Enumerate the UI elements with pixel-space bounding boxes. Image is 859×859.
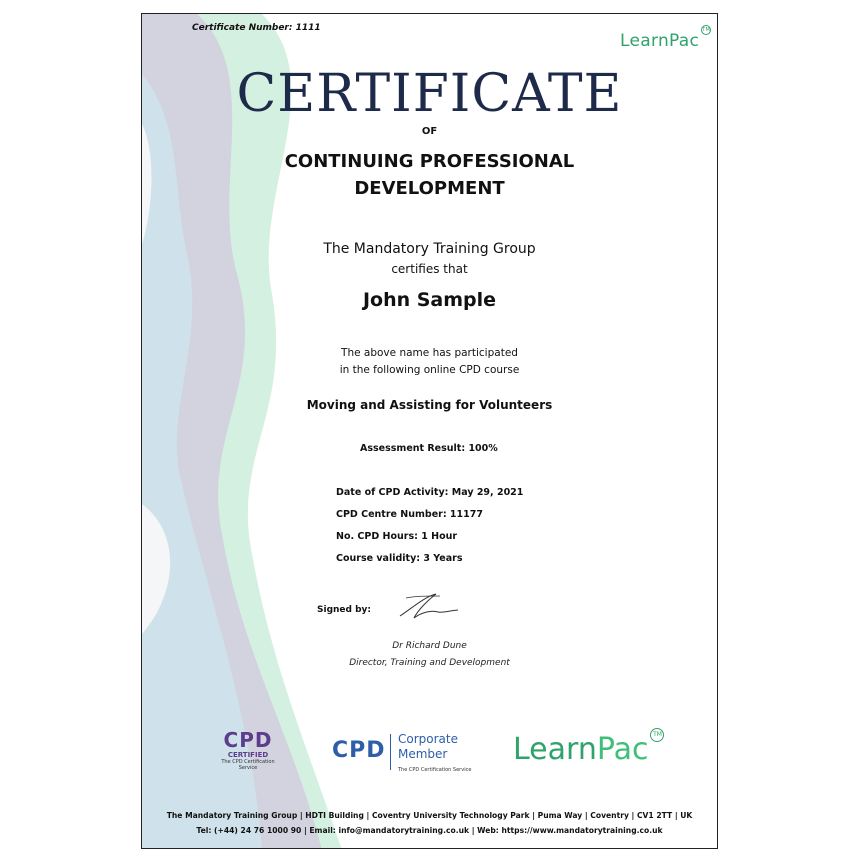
corp-line1: Corporate [398, 732, 458, 746]
course-name: Moving and Assisting for Volunteers [306, 398, 553, 412]
cpd-centre-number: CPD Centre Number: 11177 [336, 509, 483, 520]
cpd-title [142, 148, 717, 202]
certificate-page [141, 13, 718, 849]
signed-by-label: Signed by: [317, 605, 372, 615]
cpd-activity-date: Date of CPD Activity: May 29, 2021 [336, 487, 524, 498]
learnpac-logo [513, 731, 662, 767]
recipient-name: John Sample [362, 289, 497, 311]
learnpac-top-logo [620, 27, 711, 51]
top-logo-tm: TM [702, 27, 711, 33]
cpd-certified-sub: CERTIFIED [227, 751, 269, 759]
certifies-text: certifies that [391, 262, 468, 276]
footer-address: The Mandatory Training Group | HDTI Building | Coventry University Technology Park | Puma Way | Coventry | CV1 2TT | UK [166, 811, 693, 820]
certificate-title: CERTIFICATE [236, 64, 623, 124]
participated-line1: The above name has participated [341, 347, 518, 359]
top-logo-pac: Pac [669, 31, 700, 51]
cpd-title-line1: CONTINUING PROFESSIONAL [284, 151, 575, 172]
decorative-waves [142, 14, 718, 849]
cpd-details [336, 487, 523, 575]
learnpac-tm: TM [650, 728, 664, 742]
signer-block [142, 638, 717, 672]
participation-text [142, 345, 717, 379]
cpd-corporate-member-logo [332, 732, 482, 780]
footer [142, 808, 717, 838]
corp-divider [390, 734, 391, 770]
cpd-certified-tiny: The CPD Certification Service [221, 759, 275, 771]
corp-line3: The CPD Certification Service [398, 767, 472, 773]
certificate-number: Certificate Number: 1111 [192, 23, 321, 33]
assessment-result: Assessment Result: 100% [360, 443, 498, 454]
cpd-certified-mark: CPD [223, 728, 273, 752]
participated-line2: in the following online CPD course [339, 364, 520, 376]
signer-name: Dr Richard Dune [392, 641, 467, 651]
of-label: OF [421, 126, 438, 137]
cpd-hours: No. CPD Hours: 1 Hour [336, 531, 458, 542]
organisation-name: The Mandatory Training Group [323, 241, 536, 257]
signature-icon [392, 588, 462, 622]
cpd-title-line2: DEVELOPMENT [354, 178, 505, 199]
corp-line2: Member [398, 747, 448, 761]
top-logo-learn: Learn [620, 31, 670, 51]
corp-cpd-mark: CPD [332, 738, 386, 763]
course-validity: Course validity: 3 Years [336, 553, 463, 564]
signer-title: Director, Training and Development [349, 658, 510, 668]
cpd-certified-logo [218, 729, 278, 779]
footer-contact: Tel: (+44) 24 76 1000 90 | Email: info@mandatorytraining.co.uk | Web: https://www.mandatorytraining.co.uk [196, 826, 663, 835]
learnpac-pac: Pac [596, 732, 649, 767]
learnpac-learn: Learn [513, 732, 597, 767]
